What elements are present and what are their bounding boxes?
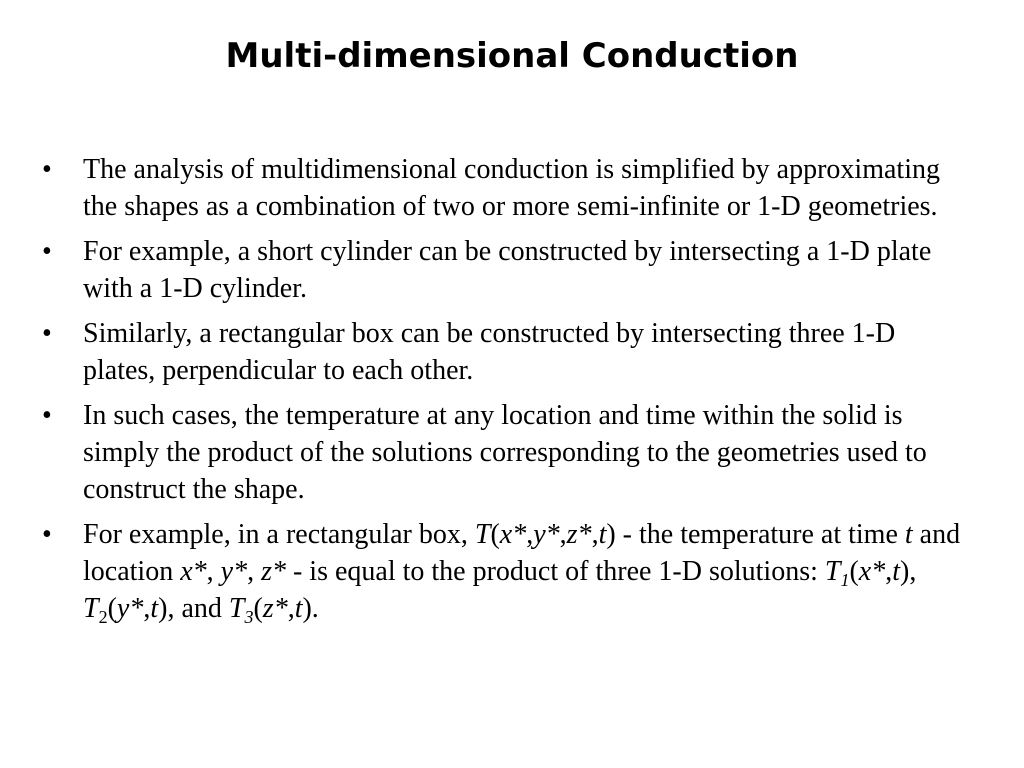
italic-math-symbol: y*: [220, 556, 248, 587]
slide-title: Multi-dimensional Conduction: [225, 36, 799, 76]
bullet-item: [42, 315, 972, 389]
text-run: ), and: [158, 593, 229, 624]
bullet-marker: •: [42, 318, 52, 349]
italic-math-symbol: t: [904, 519, 913, 550]
subscript-text: 2: [98, 607, 108, 627]
bullet-marker: •: [42, 519, 52, 550]
italic-math-symbol: z*: [566, 519, 592, 550]
text-run: (: [107, 593, 117, 624]
italic-math-symbol: y*: [116, 593, 144, 624]
text-run: ,: [287, 593, 295, 624]
italic-math-symbol: T: [824, 556, 841, 587]
text-run: ),: [900, 556, 917, 587]
text-run: ,: [559, 519, 567, 550]
bullet-text: [83, 519, 961, 627]
bullet-item: [42, 516, 972, 627]
text-run: (: [490, 519, 500, 550]
italic-math-symbol: T: [228, 593, 245, 624]
bullet-text: [83, 318, 895, 386]
bullet-list: [42, 151, 972, 635]
text-run: - is equal to the product of three 1-D solutions:: [285, 556, 825, 587]
italic-math-symbol: y*: [533, 519, 560, 550]
bullet-text: [83, 400, 927, 505]
italic-math-symbol: x*: [180, 556, 207, 587]
text-run: ,: [247, 556, 262, 587]
bullet-marker: •: [42, 236, 52, 267]
text-run: In such cases, the temperature at any location and time within the solid is simply the product of the solutions corresponding to the geometries used to construct the shape.: [83, 400, 927, 505]
italic-math-symbol: z*: [262, 593, 288, 624]
bullet-marker: •: [42, 400, 52, 431]
italic-math-symbol: z*: [261, 556, 286, 587]
italic-math-symbol: t: [294, 593, 303, 624]
text-run: (: [849, 556, 859, 587]
text-run: For example, a short cylinder can be constructed by intersecting a 1-D plate with a 1-D cylinder.: [83, 236, 932, 304]
text-run: ,: [143, 593, 151, 624]
subscript-text: 3: [244, 607, 254, 627]
text-run: ) - the temperature at time: [606, 519, 905, 550]
bullet-text: [83, 236, 931, 304]
text-run: ,: [885, 556, 893, 587]
bullet-marker: •: [42, 154, 52, 185]
text-run: ).: [302, 593, 319, 624]
italic-math-symbol: x*: [499, 519, 527, 550]
italic-math-symbol: T: [83, 593, 99, 624]
text-run: Similarly, a rectangular box can be constructed by intersecting three 1-D plates, perpendicular to each other.: [83, 318, 896, 386]
text-run: For example, in a rectangular box,: [83, 519, 475, 550]
text-run: and location: [83, 519, 961, 587]
bullet-item: [42, 233, 972, 307]
italic-math-symbol: T: [474, 519, 491, 550]
bullet-item: [42, 151, 972, 225]
text-run: ,: [526, 519, 534, 550]
italic-math-symbol: t: [892, 556, 900, 587]
subscript-text: 1: [840, 570, 850, 590]
italic-math-symbol: t: [150, 593, 159, 624]
bullet-item: [42, 397, 972, 508]
italic-math-symbol: x*: [858, 556, 886, 587]
text-run: (: [253, 593, 263, 624]
text-run: ,: [591, 519, 599, 550]
text-run: The analysis of multidimensional conduction is simplified by approximating the shapes as a combination of two or more semi-infinite or 1-D geometries.: [83, 154, 940, 222]
italic-math-symbol: t: [598, 519, 607, 550]
bullet-text: [83, 154, 940, 222]
text-run: ,: [206, 556, 221, 587]
